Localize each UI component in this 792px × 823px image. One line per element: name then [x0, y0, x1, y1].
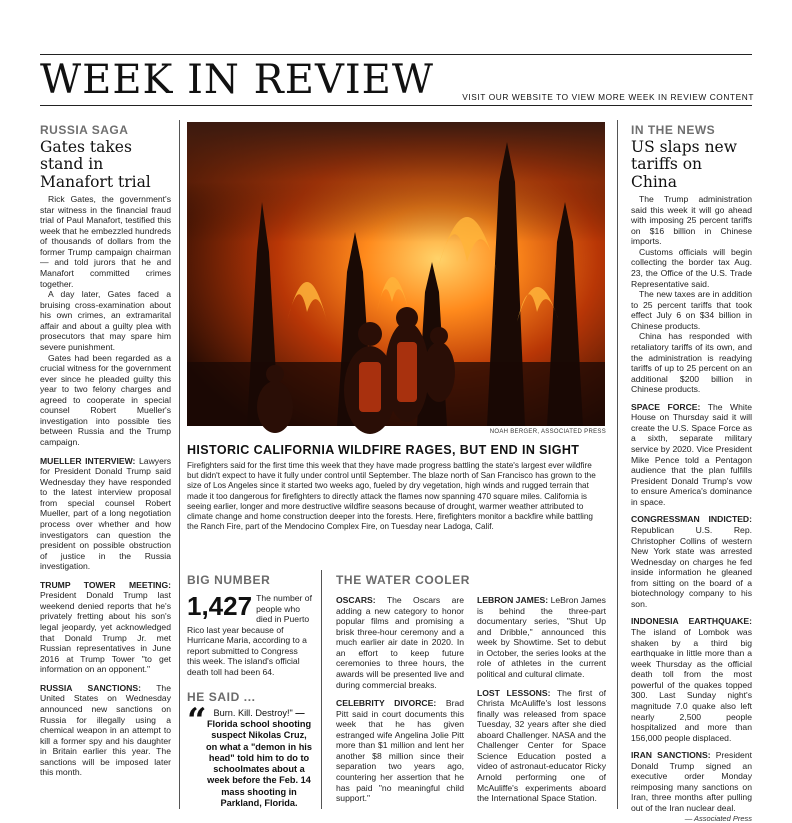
top-rule — [40, 54, 752, 55]
brief-lebron — [477, 595, 606, 680]
column-divider-mid — [321, 570, 322, 809]
brief-divorce — [336, 698, 464, 804]
he-said-section — [187, 690, 313, 809]
left-paragraph: A day later, Gates faced a bruising cross-examination about his own crimes, an extramarital affair and about a guilty plea with prosecutors that may spare him severe punishment. — [40, 289, 171, 352]
brief-label: MUELLER INTERVIEW: — [40, 455, 136, 466]
water-cooler-col1 — [336, 595, 464, 804]
he-said-head: HE SAID ... — [187, 690, 256, 704]
brief-label: OSCARS: — [336, 595, 376, 605]
photo-credit: NOAH BERGER, ASSOCIATED PRESS — [489, 429, 606, 435]
masthead-title: WEEK IN REVIEW — [40, 57, 434, 103]
brief-congressman — [631, 514, 752, 609]
right-paragraph: The new taxes are in addition to 25 percent tariffs that took effect July 6 on $34 billion in Chinese products. — [631, 289, 752, 331]
left-kicker: RUSSIA SAGA — [40, 123, 129, 137]
masthead-tagline[interactable]: VISIT OUR WEBSITE TO VIEW MORE WEEK IN REVIEW CONTENT — [462, 92, 754, 102]
brief-label: CONGRESSMAN INDICTED: — [631, 514, 752, 525]
brief-trump-tower — [40, 580, 171, 675]
big-number-block — [187, 593, 313, 678]
water-cooler-section — [336, 573, 606, 587]
left-column — [40, 123, 171, 778]
signoff: — Associated Press — [684, 813, 752, 823]
brief-text: The island of Lombok was shaken by a third big earthquake in little more than a week Thursday as the official death toll from the most powerful of the quakes topped 300. Last Sunday night's magnitude 7.0 quake also left nearly 2,500 people hospitalized and more than 156,000 people displaced. — [631, 627, 752, 743]
brief-text: President Donald Trump signed an executive order Monday reimposing many sanctions on Iran, three months after pulling out of the Iran nuclear deal. — [631, 750, 752, 814]
masthead-rule — [40, 105, 752, 106]
right-story — [631, 194, 752, 395]
brief-label: RUSSIA SANCTIONS: — [40, 682, 141, 693]
quote-lead: Burn. Kill. Destroy!" — [213, 708, 293, 718]
brief-earthquake — [631, 616, 752, 743]
quote-attribution: — Florida school shooting suspect Nikolas Cruz, on what a "demon in his head" told him to do to schoolmates about a week before the Feb. 14 mass shooting in Parkland, Florida. — [206, 708, 312, 808]
brief-label: IRAN SANCTIONS: — [631, 750, 711, 761]
left-story — [40, 194, 171, 448]
brief-text: The first of Christa McAuliffe's lost lessons finally was released from space Tuesday, 32 years after she died aboard Challenger. NASA and the Challenger Center for Space Science Education posted a video of astronaut-educator Ricky Arnold performing one of McAuliffe's experiments aboard the International Space Station. — [477, 687, 606, 804]
big-number-head: BIG NUMBER — [187, 573, 271, 587]
left-paragraph: Rick Gates, the government's star witness in the financial fraud trial of Paul Manafort, testified this week that he embezzled hundreds of thousands of dollars from the former Trump campaign chairman — and told jurors that he and Manafort committed crimes together. — [40, 194, 171, 289]
wildfire-photo — [187, 122, 605, 426]
right-paragraph: The Trump administration said this week it will go ahead with imposing 25 percent tariffs on $16 billion in Chinese imports. — [631, 194, 752, 247]
brief-iran — [631, 750, 752, 813]
brief-text: Brad Pitt said in court documents this week that he has given estranged wife Angelina Jolie Pitt more than $1 million and lent her another $8 million since their separation two years ago, countering her assertion that he has paid "no meaningful child support." — [336, 698, 464, 804]
water-cooler-col2 — [477, 595, 606, 804]
left-paragraph: Gates had been regarded as a crucial witness for the government ever since he pleaded guilty this year to two felony charges and agreed to cooperate in special counsel Robert Mueller's investigation into possible ties between Russia and the Trump campaign. — [40, 352, 171, 448]
brief-text: LeBron James is behind the three-part documentary series, "Shut Up and Dribble," announced this week by Showtime. Set to debut in October, the series looks at the role of athletes in the current political and cultural climate. — [477, 595, 606, 679]
right-paragraph: China has responded with retaliatory tariffs of its own, and the administration is readying tariffs of up to 25 percent on an additional $200 billion in Chinese products. — [631, 331, 752, 395]
brief-text: Lawyers for President Donald Trump said Wednesday they have responded to the latest interview proposal from special counsel Robert Mueller, part of a long negotiation process over whether and how investigators can question the president on possible obstruction of justice in the Russia investigation. — [40, 455, 172, 572]
big-number-value: 1,427 — [187, 591, 253, 621]
brief-space-force — [631, 402, 752, 508]
quote-mark-icon: “ — [187, 701, 207, 741]
wildfire-image — [187, 122, 605, 426]
brief-label: LOST LESSONS: — [477, 687, 551, 698]
left-headline: Gates takes stand in Manafort trial — [40, 138, 151, 191]
right-column — [631, 123, 752, 823]
brief-text: Republican U.S. Rep. Christopher Collins of western New York state was arrested Wednesday on charges he fed inside information he gleaned from sitting on the board of a biotechnology company to his son. — [631, 524, 752, 609]
brief-label: TRUMP TOWER MEETING: — [40, 579, 171, 590]
brief-russia-sanctions — [40, 683, 171, 778]
photo-title: HISTORIC CALIFORNIA WILDFIRE RAGES, BUT END IN SIGHT — [187, 443, 580, 457]
brief-label: CELEBRITY DIVORCE: — [336, 698, 437, 709]
column-divider-left — [179, 120, 180, 809]
brief-mueller — [40, 456, 171, 572]
right-paragraph: Customs officials will begin collecting the border tax Aug. 23, the Office of the U.S. Trade Representative said. — [631, 246, 752, 289]
brief-label: LEBRON JAMES: — [477, 595, 549, 605]
quote-block — [187, 701, 313, 809]
brief-text: President Donald Trump last weekend denied reports that he's privately fretting about his son's legal jeopardy, yet acknowledged that Donald Trump Jr. met Russian representatives in June 2016 at Trump Tower "to get information on an opponent." — [40, 590, 171, 675]
brief-oscars — [336, 595, 464, 690]
brief-text: The Oscars are adding a new category to honor popular films and promising a brisk three-hour ceremony and a much earlier air date in 2020. In an effort to keep future ceremonies to three hours, the awards will be presented live and during commercial breaks. — [336, 595, 464, 690]
big-number-section — [187, 573, 313, 678]
right-kicker: IN THE NEWS — [631, 123, 716, 137]
big-number-text: The number of people who died in Puerto Rico last year because of Hurricane Maria, according to a report submitted to Congress this week. The island's official death toll had been 64. — [187, 593, 312, 677]
brief-lost-lessons — [477, 688, 606, 804]
column-divider-right — [617, 120, 618, 809]
brief-label: SPACE FORCE: — [631, 401, 701, 412]
photo-caption: Firefighters said for the first time this week that they have made progress battling the state's largest ever wildfire but didn't expect to have it fully under control until September. The blaze north of San Francisco has grown to the size of Los Angeles since it started two weeks ago, fueled by dry vegetation, high winds and rugged terrain that made it too dangerous for firefighters to directly attack the flames now spanning 470 square miles. California is seeing earlier, longer and more destructive wildfire seasons because of drought, warmer weather attributed to climate change and home construction deeper into the forests. Here, firefighters monitor a backfire while battling the Ranch Fire, part of the Mendocino Complex Fire, on Tuesday near Ladoga, Calif. — [187, 461, 596, 532]
water-cooler-head: THE WATER COOLER — [336, 573, 471, 587]
brief-text: The United States on Wednesday announced new sanctions on Russia for illegally using a chemical weapon in an attempt to kill a former spy and his daughter in Britain earlier this year. The sanctions will be imposed later this month. — [40, 682, 171, 778]
brief-label: INDONESIA EARTHQUAKE: — [631, 616, 752, 627]
right-headline: US slaps new tariffs on China — [631, 138, 737, 191]
brief-text: The White House on Thursday said it will create the U.S. Space Force as a sixth, separate military service by 2020. Vice President Mike Pence told a Pentagon audience that the plan fulfills President Donald Trump's vow to ensure America's dominance in space. — [631, 401, 752, 507]
